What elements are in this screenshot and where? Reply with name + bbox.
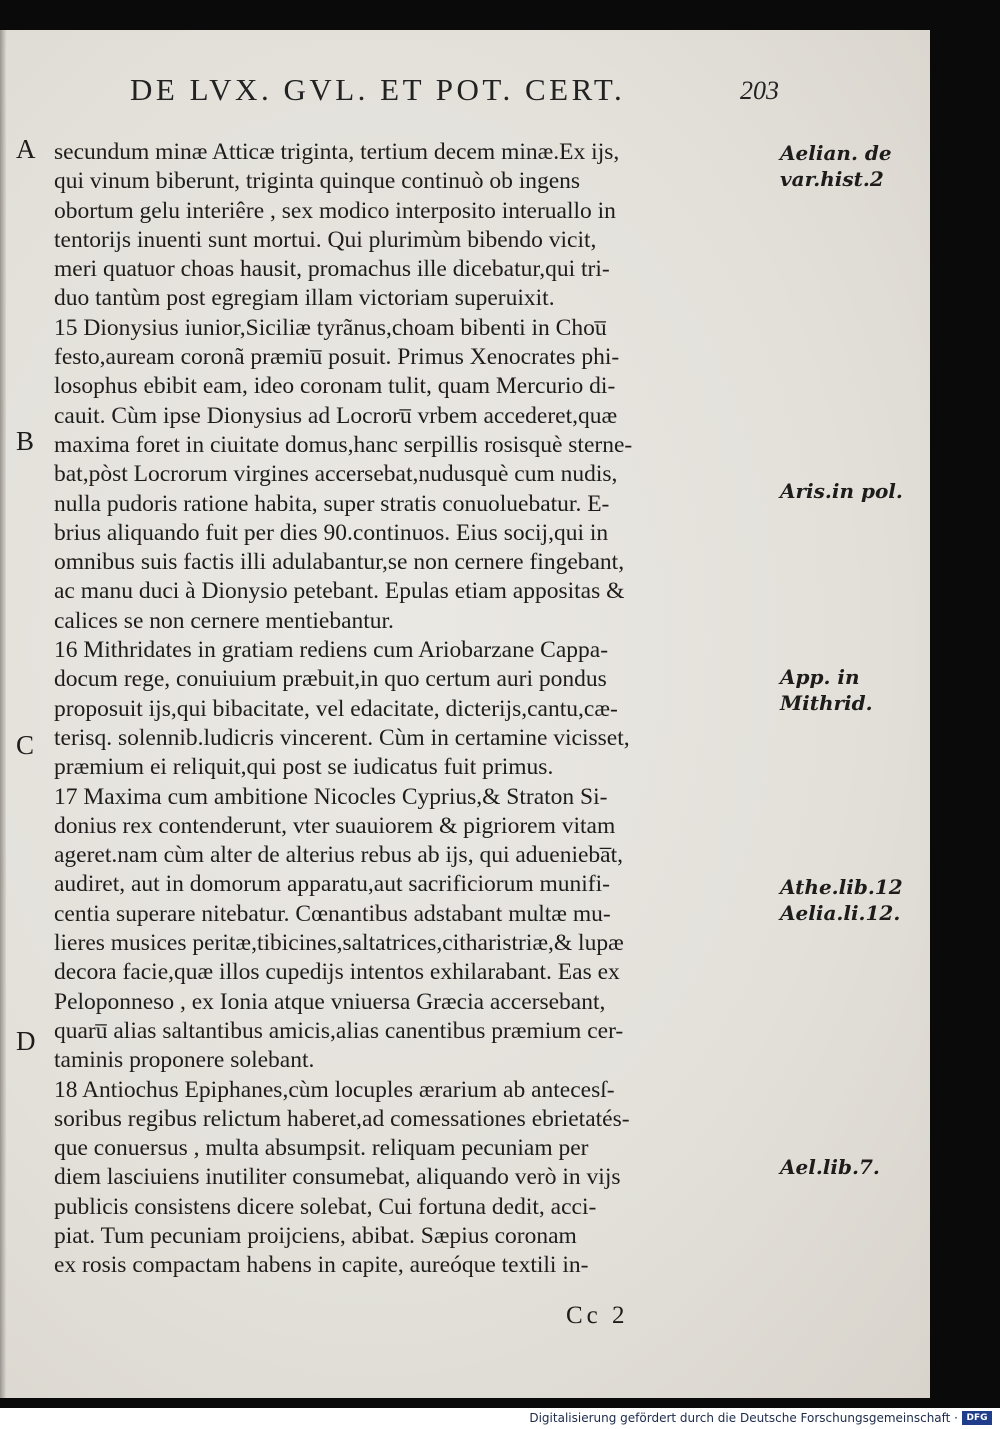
margin-note-line: Aris.in pol. xyxy=(780,479,903,503)
footer-credit: Digitalisierung gefördert durch die Deutsche Forschungsgemeinschaft · xyxy=(529,1411,958,1425)
text-line: 15 Dionysius iunior,Siciliæ tyrãnus,choam bibenti in Chou̅ xyxy=(54,314,607,341)
margin-note-line: Mithrid. xyxy=(780,691,873,715)
section-letter-c: C xyxy=(16,730,35,760)
text-line: soribus regibus relictum haberet,ad comessationes ebrietatés- xyxy=(54,1105,630,1132)
section-letter-d: D xyxy=(16,1026,36,1056)
text-line: decora facie,quæ illos cupedijs intentos exhilarabant. Eas ex xyxy=(54,959,620,986)
margin-note-line: Aelian. de xyxy=(780,141,892,165)
dfg-logo-icon: DFG xyxy=(962,1411,992,1425)
margin-note-line: Athe.lib.12 xyxy=(780,875,903,899)
text-line: calices se non cernere mentiebantur. xyxy=(54,607,394,634)
section-letter-b: B xyxy=(16,426,35,456)
text-line: lieres musices peritæ,tibicines,saltatrices,citharistriæ,& lupæ xyxy=(54,930,624,957)
body-text xyxy=(54,138,774,1281)
margin-note-line: Aelia.li.12. xyxy=(780,901,901,925)
margin-note-line: Ael.lib.7. xyxy=(780,1155,880,1179)
text-line: piat. Tum pecuniam proijciens, abibat. Sæpius coronam xyxy=(54,1222,577,1249)
footer-bar xyxy=(0,1408,1000,1429)
margin-note xyxy=(780,478,903,504)
text-line: maxima foret in ciuitate domus,hanc serpillis rosisquè sterne- xyxy=(54,431,633,458)
text-line: qui vinum biberunt, triginta quinque continuò ob ingens xyxy=(54,168,581,195)
text-line: omnibus suis factis illi adulabantur,se non cernere fingebant, xyxy=(54,549,625,576)
margin-note-line: var.hist.2 xyxy=(780,167,884,191)
margin-note-line: App. in xyxy=(780,665,860,689)
text-line: cauit. Cùm ipse Dionysius ad Locroru̅ vrbem accederet,quæ xyxy=(54,402,618,429)
text-line: 18 Antiochus Epiphanes,cùm locuples ærarium ab antecesſ- xyxy=(54,1076,615,1103)
text-line: centia superare nitebatur. Cœnantibus adstabant multæ mu- xyxy=(54,900,611,927)
page-edge xyxy=(0,30,6,1398)
text-line: terisq. solennib.ludicris vincerent. Cùm in certamine vicisset, xyxy=(54,724,630,751)
text-line: brius aliquando fuit per dies 90.continuos. Eius socij,qui in xyxy=(54,519,609,546)
text-line: ageret.nam cùm alter de alterius rebus ab ijs, qui aduenieba̅t, xyxy=(54,842,624,869)
margin-note xyxy=(780,1154,880,1180)
text-line: Peloponneso , ex Ionia atque vniuersa Græcia accersebant, xyxy=(54,988,606,1015)
text-line: tentorijs inuenti sunt mortui. Qui plurimùm bibendo vicit, xyxy=(54,226,597,253)
text-line: publicis consistens dicere solebat, Cui fortuna dedit, acci- xyxy=(54,1193,597,1220)
text-line: taminis proponere solebant. xyxy=(54,1047,315,1074)
text-line: proposuit ijs,qui bibacitate, vel edacitate, dicterijs,cantu,cæ- xyxy=(54,695,618,722)
text-line: meri quatuor choas hausit, promachus ille dicebatur,qui tri- xyxy=(54,256,610,283)
text-line: donius rex contenderunt, vter suauiorem & pigriorem vitam xyxy=(54,812,616,839)
section-letter-a: A xyxy=(16,134,36,164)
signature-mark: Cc 2 xyxy=(566,1302,629,1329)
text-line: audiret, aut in domorum apparatu,aut sacrificiorum munifi- xyxy=(54,871,610,898)
text-line: bat,pòst Locrorum virgines accersebat,nudusquè cum nudis, xyxy=(54,461,618,488)
text-line: secundum minæ Atticæ triginta, tertium decem minæ.Ex ijs, xyxy=(54,139,620,165)
text-line: festo,auream coronã præmiu̅ posuit. Primus Xenocrates phi- xyxy=(54,344,620,371)
page-number: 203 xyxy=(740,76,779,105)
text-line: obortum gelu interiêre , sex modico interposito interuallo in xyxy=(54,197,616,224)
text-line: docum rege, conuiuium præbuit,in quo certum auri pondus xyxy=(54,666,607,693)
text-line: que conuersus , multa absumpsit. reliquam pecuniam per xyxy=(54,1135,589,1162)
text-line: losophus ebibit eam, ideo coronam tulit, quam Mercurio di- xyxy=(54,373,616,400)
running-head: DE LVX. GVL. ET POT. CERT. xyxy=(130,72,626,107)
text-line: 16 Mithridates in gratiam rediens cum Ariobarzane Cappa- xyxy=(54,637,609,664)
margin-note xyxy=(780,664,873,716)
book-page xyxy=(0,30,930,1398)
text-line: duo tantùm post egregiam illam victoriam superuixit. xyxy=(54,285,555,312)
text-line: diem lasciuiens inutiliter consumebat, aliquando verò in vijs xyxy=(54,1164,621,1191)
page-header xyxy=(0,72,930,112)
text-line: quaru̅ alias saltantibus amicis,alias canentibus præmium cer- xyxy=(54,1017,624,1044)
margin-note xyxy=(780,874,903,926)
text-line: nulla pudoris ratione habita, super stratis conuoluebatur. E- xyxy=(54,490,610,517)
text-line: ac manu duci à Dionysio petebant. Epulas etiam appositas & xyxy=(54,578,625,605)
text-line: ex rosis compactam habens in capite, aureóque textili in- xyxy=(54,1252,589,1279)
margin-note xyxy=(780,140,892,192)
text-line: præmium ei reliquit,qui post se iudicatus fuit primus. xyxy=(54,754,554,781)
text-line: 17 Maxima cum ambitione Nicocles Cyprius,& Straton Si- xyxy=(54,783,608,810)
